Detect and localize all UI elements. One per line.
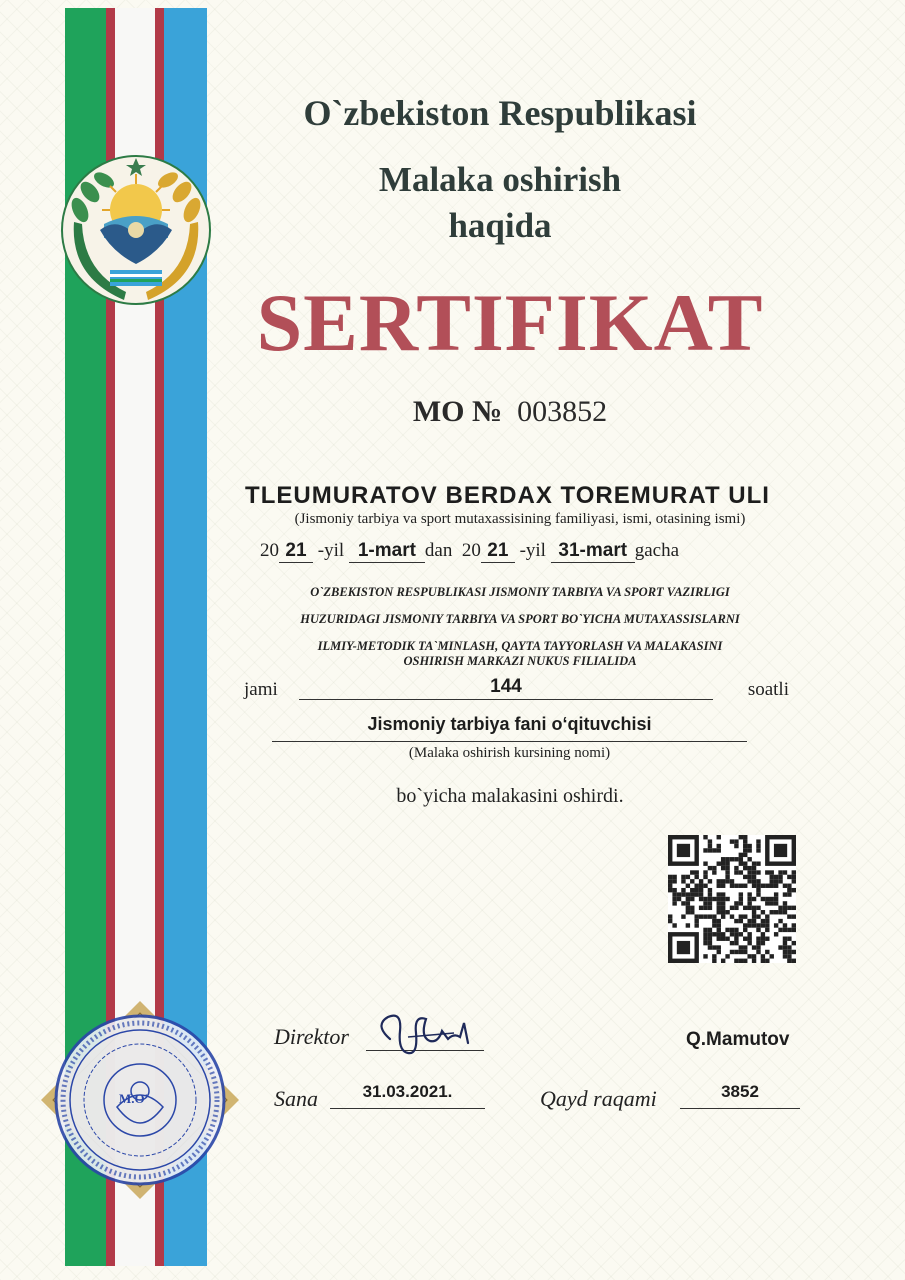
header-line-2: Malaka oshirish (378, 160, 622, 199)
hours-underline (299, 699, 713, 700)
year-prefix: 20 (260, 540, 279, 561)
number-prefix: MO № (412, 395, 503, 428)
seal-center-text: M.O' (119, 1091, 149, 1106)
course-name: Jismoniy tarbiya fani o‘qituvchisi (272, 714, 747, 742)
year-prefix: 20 (461, 540, 481, 561)
soatli-label: soatli (747, 679, 789, 700)
completion-text: bo`yicha malakasini oshirdi. (396, 785, 624, 807)
start-year: 21 (279, 540, 313, 563)
institution-line: ILMIY-METODIK TA`MINLASH, QAYTA TAYYORLASH VA MALAKASINI (317, 639, 723, 653)
yil-label: -yil (519, 540, 546, 561)
director-name: Q.Mamutov (686, 1029, 790, 1050)
director-label: Direktor (274, 1024, 349, 1049)
institution-line: OSHIRISH MARKAZI NUKUS FILIALIDA (403, 654, 637, 668)
director-signature-icon (368, 1003, 486, 1063)
holder-caption: (Jismoniy tarbiya va sport mutaxassisining familiyasi, ismi, otasining ismi) (294, 511, 746, 527)
registration-label: Qayd raqami (540, 1086, 657, 1111)
institution-line: O`ZBEKISTON RESPUBLIKASI JISMONIY TARBIYA VA SPORT VAZIRLIGI (310, 585, 730, 599)
date-value: 31.03.2021. (362, 1082, 453, 1101)
yil-label: -yil (317, 540, 345, 561)
header-line-3: haqida (448, 206, 552, 245)
registration-underline (680, 1108, 800, 1109)
jami-label: jami (244, 679, 278, 700)
date-label: Sana (274, 1086, 318, 1111)
end-date: 31-mart (551, 540, 635, 563)
holder-name: TLEUMURATOV BERDAX TOREMURAT ULI (245, 482, 770, 509)
course-caption: (Malaka oshirish kursining nomi) (408, 745, 611, 761)
header-country: O`zbekiston Respublikasi (303, 93, 697, 133)
gacha-label: gacha (634, 540, 680, 561)
period-row (260, 540, 679, 563)
certificate-number (220, 395, 800, 429)
header-subtitle (130, 157, 870, 249)
dan-label: dan (424, 540, 453, 561)
number-value: 003852 (517, 395, 608, 428)
end-year: 21 (481, 540, 515, 563)
registration-value: 3852 (721, 1082, 759, 1101)
hours-value: 144 (490, 676, 522, 697)
institution-line: HUZURIDAGI JISMONIY TARBIYA VA SPORT BO`YICHA MUTAXASSISLARNI (300, 612, 740, 626)
date-underline (330, 1108, 485, 1109)
official-seal-icon (35, 995, 245, 1205)
qr-code-icon (668, 835, 796, 963)
start-date: 1-mart (349, 540, 425, 563)
certificate-title: SERTIFIKAT (256, 277, 764, 368)
